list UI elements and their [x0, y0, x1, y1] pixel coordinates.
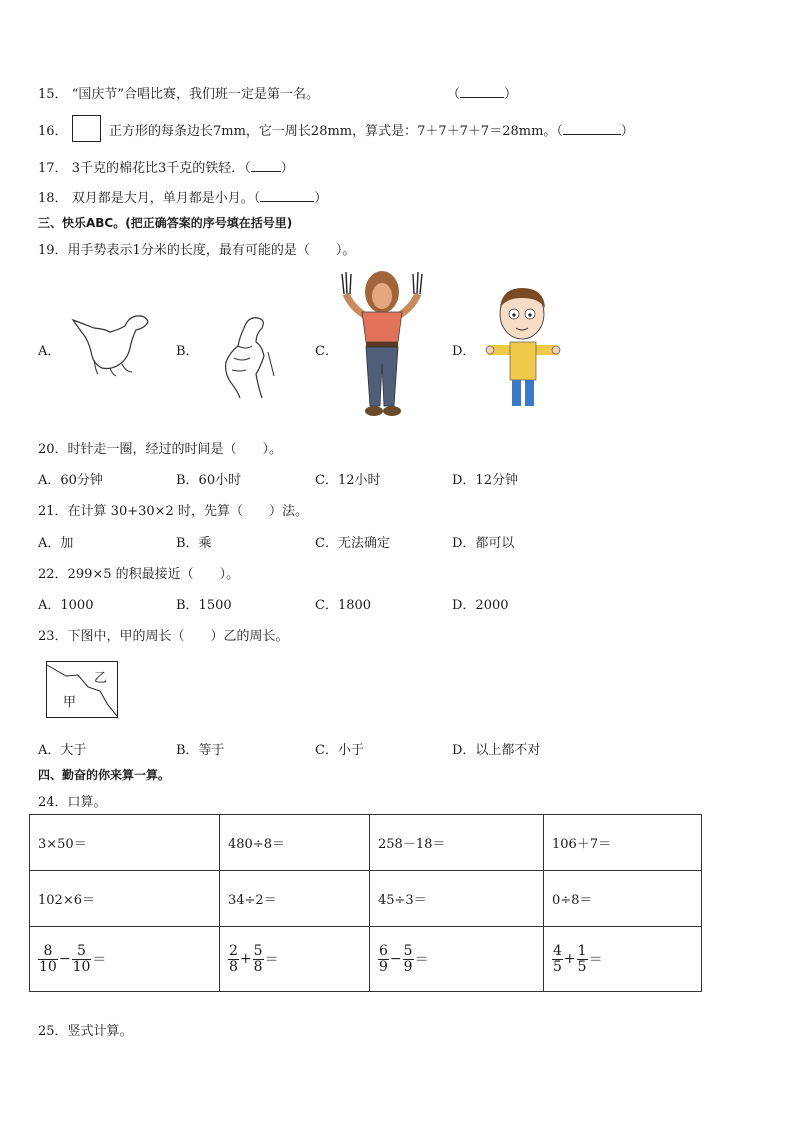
answer-blank[interactable] — [251, 159, 281, 172]
table-cell[interactable]: 102×6＝ — [30, 871, 220, 927]
q20-option-a[interactable]: A．60分钟 — [38, 473, 103, 488]
q20-option-c[interactable]: C．12小时 — [315, 473, 381, 488]
fraction-cell[interactable]: $\frac{4}{5}$ + $\frac{1}{5}$ ＝ — [544, 927, 702, 992]
fraction: $\frac{1}{5}$ — [577, 942, 587, 975]
q21-option-d[interactable]: D．都可以 — [452, 536, 515, 551]
table-cell[interactable]: 106＋7＝ — [544, 815, 702, 871]
question-21: 21．在计算 30+30×2 时，先算（ ）法。 — [38, 504, 308, 519]
fraction: $\frac{4}{5}$ — [553, 942, 562, 975]
question-15 — [38, 83, 319, 102]
question-text: 3千克的棉花比3千克的铁轻．（ — [71, 161, 251, 176]
question-text: 双月都是大月，单月都是小月。（ — [71, 191, 261, 206]
answer-blank[interactable] — [460, 85, 504, 98]
question-17: 17． 3千克的棉花比3千克的铁轻．（ ） — [38, 161, 294, 176]
table-cell[interactable]: 0÷8＝ — [544, 871, 702, 927]
question-text: “国庆节”合唱比赛，我们班一定是第一名。 — [71, 87, 319, 102]
square-box — [72, 115, 101, 142]
fraction-cell[interactable]: $\frac{2}{8}$ + $\frac{5}{8}$ ＝ — [220, 927, 370, 992]
q22-option-b[interactable]: B．1500 — [176, 598, 232, 613]
q23-option-c[interactable]: C．小于 — [315, 743, 364, 758]
q20-option-b[interactable]: B．60小时 — [176, 473, 242, 488]
option-a-label: A． — [38, 344, 61, 359]
question-23: 23．下图中，甲的周长（ ）乙的周长。 — [38, 629, 289, 644]
table-cell[interactable]: 3×50＝ — [30, 815, 220, 871]
table-cell[interactable]: 480÷8＝ — [220, 815, 370, 871]
q22-option-c[interactable]: C．1800 — [315, 598, 372, 613]
table-row-fractions — [30, 927, 702, 992]
label-yi: 乙 — [94, 671, 108, 686]
question-text: 正方形的每条边长7mm，它一周长28mm，算式是：7＋7＋7＋7＝28mm。（ — [109, 124, 563, 139]
q22-option-d[interactable]: D．2000 — [452, 598, 509, 613]
label-jia: 甲 — [63, 695, 77, 710]
question-number-16: 16． — [38, 124, 68, 139]
fraction: $\frac{8}{10}$ — [39, 942, 57, 975]
fraction: $\frac{2}{8}$ — [229, 942, 238, 975]
question-number: 15． — [38, 87, 68, 102]
table-row — [30, 871, 702, 927]
q20-option-d[interactable]: D．12分钟 — [452, 473, 518, 488]
table-cell[interactable]: 34÷2＝ — [220, 871, 370, 927]
question-16: 正方形的每条边长7mm，它一周长28mm，算式是：7＋7＋7＋7＝28mm。（ ） — [109, 124, 634, 139]
question-19: 19．用手势表示1分米的长度，最有可能的是（ ）。 — [38, 243, 356, 258]
answer-blank[interactable] — [563, 122, 621, 135]
fraction: $\frac{6}{9}$ — [379, 942, 388, 975]
boy-arms-out-image — [484, 284, 562, 410]
q21-option-a[interactable]: A．加 — [38, 536, 74, 551]
fraction-cell[interactable]: $\frac{6}{9}$ − $\frac{5}{9}$ ＝ — [370, 927, 544, 992]
fraction-cell[interactable]: $\frac{8}{10}$ − $\frac{5}{10}$ ＝ — [30, 927, 220, 992]
fraction: $\frac{5}{10}$ — [72, 942, 91, 975]
question-number: 18． — [38, 191, 68, 206]
option-d-label: D． — [452, 344, 476, 359]
perimeter-figure-shape — [46, 661, 118, 718]
q23-option-d[interactable]: D．以上都不对 — [452, 743, 541, 758]
answer-blank[interactable] — [260, 189, 314, 202]
woman-arms-raised-image — [336, 268, 428, 420]
table-cell[interactable]: 258－18＝ — [370, 815, 544, 871]
q23-option-b[interactable]: B．等于 — [176, 743, 225, 758]
perimeter-figure — [46, 661, 118, 718]
question-20: 20．时针走一圈，经过的时间是（ ）。 — [38, 442, 283, 457]
option-b-label: B． — [176, 344, 199, 359]
hand-spread-fingers-image — [70, 312, 152, 378]
q21-option-c[interactable]: C．无法确定 — [315, 536, 390, 551]
option-c-label: C． — [315, 344, 338, 359]
hand-pinch-image — [216, 312, 276, 400]
mental-math-table — [29, 814, 702, 992]
q23-option-a[interactable]: A．大于 — [38, 743, 87, 758]
section-heading-4: 四、勤奋的你来算一算。 — [38, 768, 171, 782]
q22-option-a[interactable]: A．1000 — [38, 598, 94, 613]
fraction: $\frac{5}{9}$ — [403, 942, 413, 975]
table-row — [30, 815, 702, 871]
question-24: 24．口算。 — [38, 795, 107, 810]
question-18: 18． 双月都是大月，单月都是小月。（ ） — [38, 191, 328, 206]
question-number: 17． — [38, 161, 68, 176]
q21-option-b[interactable]: B．乘 — [176, 536, 212, 551]
table-cell[interactable]: 45÷3＝ — [370, 871, 544, 927]
fraction: $\frac{5}{8}$ — [253, 942, 263, 975]
answer-paren-15[interactable]: （ ） — [447, 87, 518, 102]
question-22: 22．299×5 的积最接近（ ）。 — [38, 567, 240, 582]
section-heading-3: 三、快乐ABC。(把正确答案的序号填在括号里) — [38, 216, 293, 230]
question-25: 25．竖式计算。 — [38, 1024, 133, 1039]
